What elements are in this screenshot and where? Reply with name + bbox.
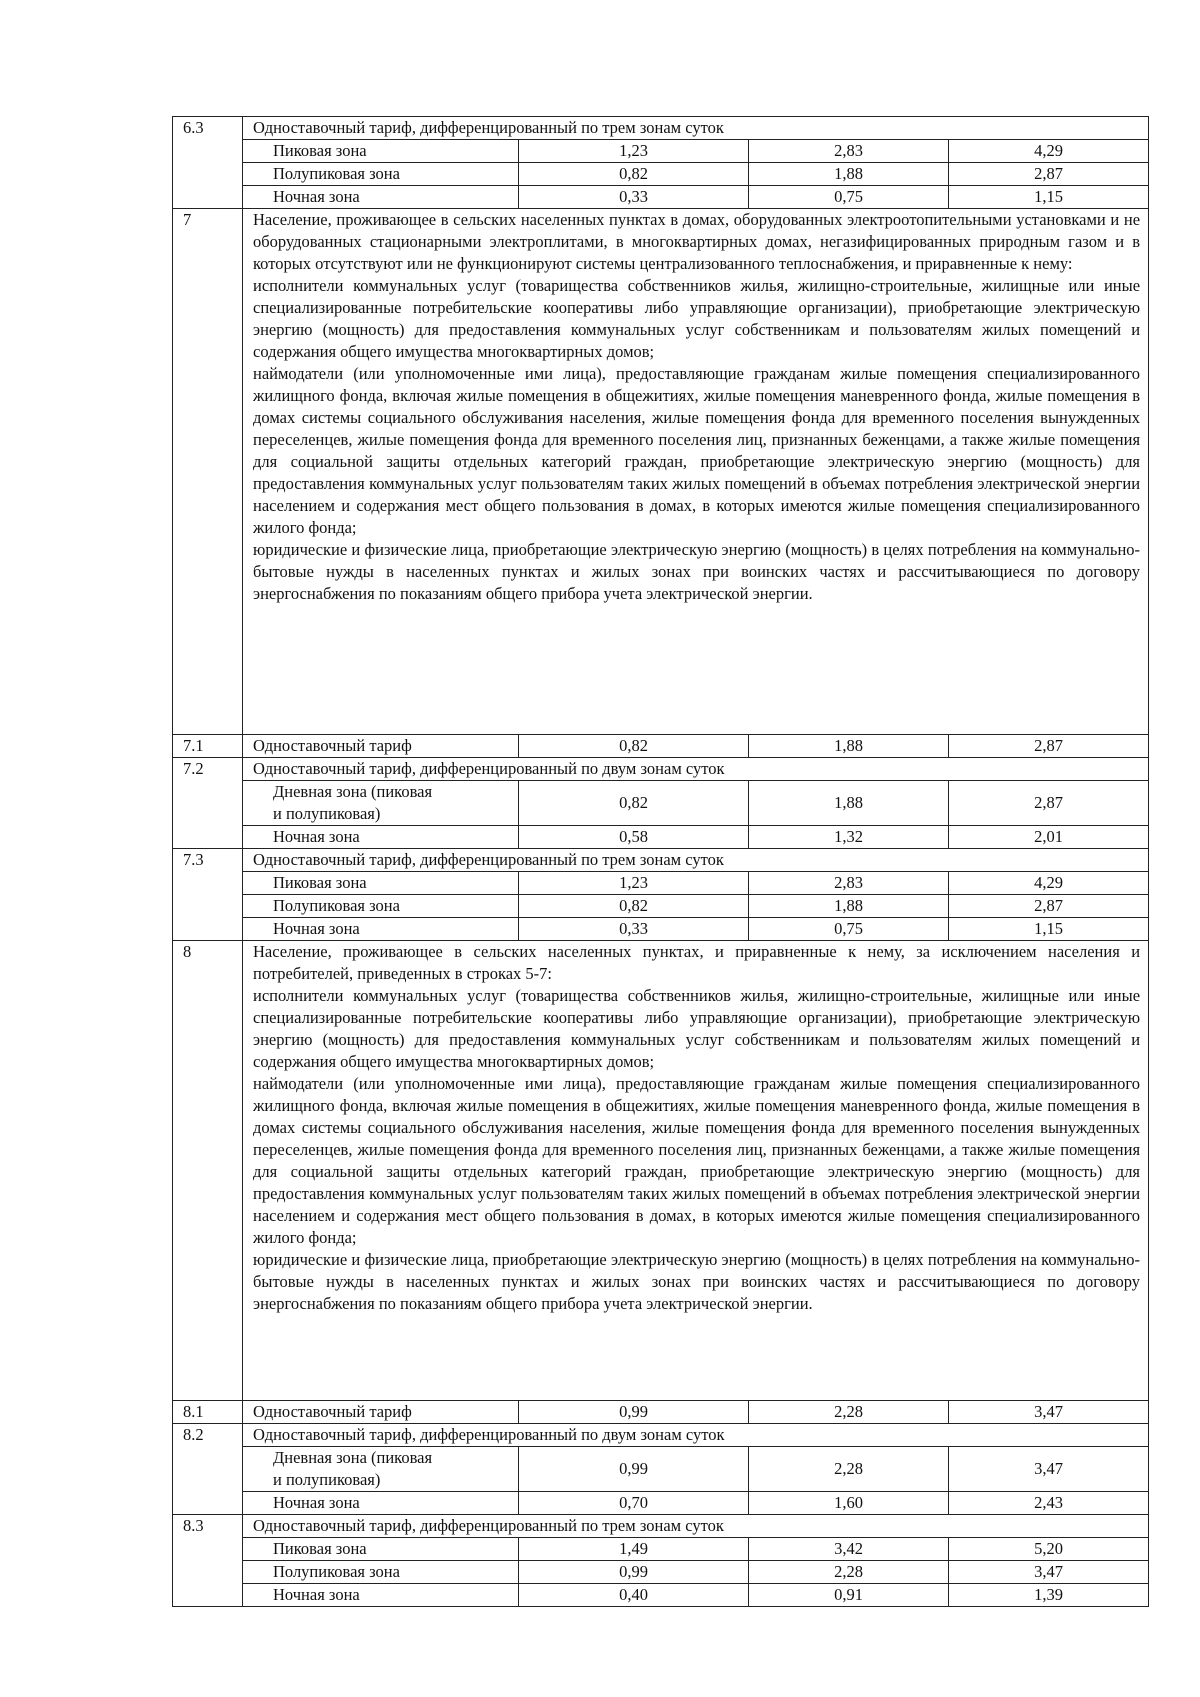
tariff-value: 0,70 (519, 1492, 749, 1515)
zone-name: Ночная зона (243, 186, 519, 209)
zone-name: Пиковая зона (243, 140, 519, 163)
zone-name: Дневная зона (пиковая и полупиковая) (243, 781, 519, 826)
tariff-label: Одноставочный тариф (243, 1401, 519, 1424)
table-row (173, 1492, 1149, 1515)
tariff-value: 0,91 (749, 1584, 949, 1607)
zone-name: Полупиковая зона (243, 1561, 519, 1584)
row-number: 8.2 (173, 1424, 243, 1515)
zone-name: Ночная зона (243, 826, 519, 849)
row-number: 7.1 (173, 735, 243, 758)
tariff-value: 0,82 (519, 163, 749, 186)
table-row (173, 758, 1149, 781)
tariff-value: 1,23 (519, 140, 749, 163)
tariff-value: 2,28 (749, 1561, 949, 1584)
tariff-value: 1,60 (749, 1492, 949, 1515)
row-number: 7.2 (173, 758, 243, 849)
tariff-value: 2,87 (949, 735, 1149, 758)
description-text: Население, проживающее в сельских населенных пунктах, и приравненные к нему, за исключением населения и потребителей, приведенных в строках 5-7: исполнители коммунальных услуг (товарищества собственников жилья, жилищно-строительные, жилищные или иные специализированные потребительские кооперативы либо управляющие организации), приобретающие электрическую энергию (мощность) для предоставления коммунальных услуг собственникам и пользователям жилых помещений и содержания общего имущества многоквартирных домов; наймодатели (или уполномоченные ими лица), предоставляющие гражданам жилые помещения специализированного жилищного фонда, включая жилые помещения в общежитиях, жилые помещения маневренного фонда, жилые помещения в домах системы социального обслуживания населения, жилые помещения фонда для временного поселения вынужденных переселенцев, жилые помещения фонда для временного поселения лиц, признанных беженцами, а также жилые помещения для социальной защиты отдельных категорий граждан, приобретающие электрическую энергию (мощность) для предоставления коммунальных услуг пользователям таких жилых помещений в объемах потребления электрической энергии населением и содержания мест общего пользования в домах, в которых имеются жилые помещения специализированного жилого фонда; юридические и физические лица, приобретающие электрическую энергию (мощность) в целях потребления на коммунально-бытовые нужды в населенных пунктах и жилых зонах при воинских частях и рассчитывающиеся по договору энергоснабжения по показаниям общего прибора учета электрической энергии. (253, 942, 1141, 1313)
row-number: 8.1 (173, 1401, 243, 1424)
tariff-value: 0,82 (519, 895, 749, 918)
tariff-value: 2,43 (949, 1492, 1149, 1515)
table-row (173, 163, 1149, 186)
row-number: 6.3 (173, 117, 243, 209)
zone-name: Полупиковая зона (243, 895, 519, 918)
table-row (173, 1424, 1149, 1447)
table-row (173, 895, 1149, 918)
tariff-value: 1,88 (749, 735, 949, 758)
tariff-value: 2,01 (949, 826, 1149, 849)
tariff-value: 0,75 (749, 186, 949, 209)
row-number: 7.3 (173, 849, 243, 941)
table-row (173, 849, 1149, 872)
table-row (173, 941, 1149, 1401)
tariff-value: 1,39 (949, 1584, 1149, 1607)
tariff-value: 1,15 (949, 186, 1149, 209)
tariff-label: Одноставочный тариф, дифференцированный по двум зонам суток (243, 1424, 1149, 1447)
table-row (173, 1447, 1149, 1492)
table-row (173, 872, 1149, 895)
consumer-group-description (243, 209, 1149, 735)
table-row (173, 209, 1149, 735)
zone-name: Ночная зона (243, 1584, 519, 1607)
table-row (173, 918, 1149, 941)
table-row (173, 117, 1149, 140)
zone-name: Ночная зона (243, 1492, 519, 1515)
tariff-value: 2,87 (949, 163, 1149, 186)
tariff-label: Одноставочный тариф, дифференцированный по двум зонам суток (243, 758, 1149, 781)
zone-name: Пиковая зона (243, 1538, 519, 1561)
table-row (173, 1401, 1149, 1424)
zone-name: Дневная зона (пиковая и полупиковая) (243, 1447, 519, 1492)
table-row (173, 1584, 1149, 1607)
zone-name: Пиковая зона (243, 872, 519, 895)
tariff-value: 3,42 (749, 1538, 949, 1561)
tariff-value: 1,15 (949, 918, 1149, 941)
tariff-value: 0,33 (519, 186, 749, 209)
tariff-value: 5,20 (949, 1538, 1149, 1561)
tariff-value: 1,32 (749, 826, 949, 849)
tariff-label: Одноставочный тариф, дифференцированный по трем зонам суток (243, 1515, 1149, 1538)
tariff-value: 4,29 (949, 140, 1149, 163)
tariff-value: 0,40 (519, 1584, 749, 1607)
tariff-table (172, 116, 1149, 1607)
tariff-value: 3,47 (949, 1561, 1149, 1584)
tariff-value: 2,28 (749, 1447, 949, 1492)
tariff-value: 2,83 (749, 140, 949, 163)
tariff-value: 0,82 (519, 735, 749, 758)
tariff-label: Одноставочный тариф, дифференцированный по трем зонам суток (243, 849, 1149, 872)
table-row (173, 781, 1149, 826)
tariff-value: 3,47 (949, 1447, 1149, 1492)
tariff-value: 3,47 (949, 1401, 1149, 1424)
consumer-group-description (243, 941, 1149, 1401)
table-row (173, 735, 1149, 758)
tariff-value: 2,87 (949, 895, 1149, 918)
description-text: Население, проживающее в сельских населенных пунктах в домах, оборудованных электроотопительными установками и не оборудованных стационарными электроплитами, в многоквартирных домах, негазифицированных природным газом и в которых отсутствуют или не функционируют системы централизованного теплоснабжения, и приравненные к нему: исполнители коммунальных услуг (товарищества собственников жилья, жилищно-строительные, жилищные или иные специализированные потребительские кооперативы либо управляющие организации), приобретающие электрическую энергию (мощность) для предоставления коммунальных услуг собственникам и пользователям жилых помещений и содержания общего имущества многоквартирных домов; наймодатели (или уполномоченные ими лица), предоставляющие гражданам жилые помещения специализированного жилищного фонда, включая жилые помещения в общежитиях, жилые помещения маневренного фонда, жилые помещения в домах системы социального обслуживания населения, жилые помещения фонда для временного поселения вынужденных переселенцев, жилые помещения фонда для временного поселения лиц, признанных беженцами, а также жилые помещения для социальной защиты отдельных категорий граждан, приобретающие электрическую энергию (мощность) для предоставления коммунальных услуг пользователям таких жилых помещений в объемах потребления электрической энергии населением и содержания мест общего пользования в домах, в которых имеются жилые помещения специализированного жилого фонда; юридические и физические лица, приобретающие электрическую энергию (мощность) в целях потребления на коммунально-бытовые нужды в населенных пунктах и жилых зонах при воинских частях и рассчитывающиеся по договору энергоснабжения по показаниям общего прибора учета электрической энергии. (253, 210, 1141, 603)
tariff-value: 0,99 (519, 1561, 749, 1584)
tariff-value: 0,99 (519, 1401, 749, 1424)
table-row (173, 1561, 1149, 1584)
tariff-value: 0,33 (519, 918, 749, 941)
tariff-value: 4,29 (949, 872, 1149, 895)
tariff-value: 0,75 (749, 918, 949, 941)
tariff-label: Одноставочный тариф, дифференцированный по трем зонам суток (243, 117, 1149, 140)
tariff-label: Одноставочный тариф (243, 735, 519, 758)
zone-name: Ночная зона (243, 918, 519, 941)
tariff-value: 1,88 (749, 163, 949, 186)
table-row (173, 186, 1149, 209)
tariff-value: 0,58 (519, 826, 749, 849)
tariff-value: 2,87 (949, 781, 1149, 826)
table-row (173, 1538, 1149, 1561)
zone-name: Полупиковая зона (243, 163, 519, 186)
tariff-value: 1,49 (519, 1538, 749, 1561)
tariff-value: 0,99 (519, 1447, 749, 1492)
tariff-value: 1,88 (749, 895, 949, 918)
table-row (173, 826, 1149, 849)
table-row (173, 140, 1149, 163)
table-row (173, 1515, 1149, 1538)
row-number: 7 (173, 209, 243, 735)
tariff-value: 1,88 (749, 781, 949, 826)
tariff-value: 0,82 (519, 781, 749, 826)
tariff-value: 1,23 (519, 872, 749, 895)
row-number: 8 (173, 941, 243, 1401)
tariff-value: 2,83 (749, 872, 949, 895)
row-number: 8.3 (173, 1515, 243, 1607)
tariff-value: 2,28 (749, 1401, 949, 1424)
